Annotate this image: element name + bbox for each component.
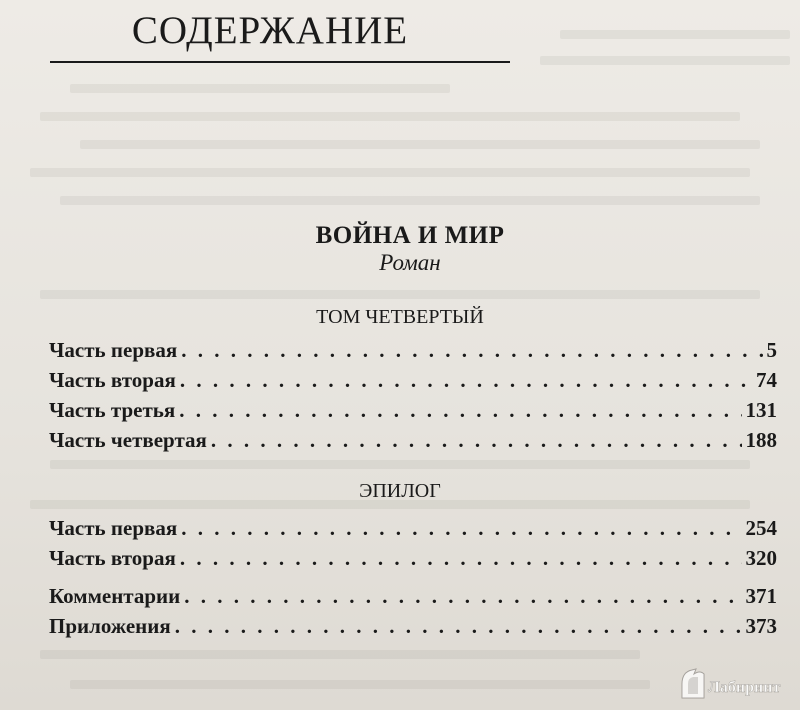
toc-entry-label: Приложения — [49, 614, 171, 638]
toc-entry-page: 188 — [745, 428, 777, 452]
toc-entry-page: 131 — [745, 398, 777, 422]
work-subtitle: Роман — [379, 250, 441, 275]
toc-entry-page: 254 — [745, 516, 777, 540]
toc-entry-page: 373 — [745, 614, 777, 638]
toc-entry[interactable] — [49, 584, 777, 610]
toc-entry-page: 74 — [756, 368, 777, 392]
toc-entry[interactable] — [49, 368, 777, 394]
volume-heading: ТОМ ЧЕТВЕРТЫЙ — [316, 306, 484, 328]
labyrinth-logo-icon — [676, 664, 796, 704]
dot-leader — [181, 516, 741, 541]
toc-entry[interactable] — [49, 398, 777, 424]
toc-entry[interactable] — [49, 614, 777, 640]
title-underline — [50, 61, 510, 63]
dot-leader — [175, 614, 742, 639]
toc-entry[interactable] — [49, 338, 777, 364]
toc-entry-label: Часть третья — [49, 398, 176, 422]
toc-entry-label: Комментарии — [49, 584, 181, 608]
dot-leader — [180, 368, 752, 393]
toc-entry-label: Часть первая — [49, 338, 178, 362]
epilogue-heading: ЭПИЛОГ — [359, 480, 441, 502]
dot-leader — [180, 546, 742, 571]
toc-entry-page: 5 — [766, 338, 777, 362]
toc-entry-page: 371 — [745, 584, 777, 608]
dot-leader — [181, 338, 762, 363]
dot-leader — [211, 428, 742, 453]
work-title: ВОЙНА И МИР — [315, 222, 505, 249]
toc-entry[interactable] — [49, 428, 777, 454]
toc-entry[interactable] — [49, 546, 777, 572]
toc-entry-label: Часть вторая — [49, 546, 176, 570]
toc-entry[interactable] — [49, 516, 777, 542]
watermark-text: Лабиринт — [708, 679, 781, 696]
toc-entry-label: Часть четвертая — [49, 428, 207, 452]
toc-entry-page: 320 — [745, 546, 777, 570]
toc-entry-label: Часть первая — [49, 516, 178, 540]
toc-entry-label: Часть вторая — [49, 368, 176, 392]
labyrinth-watermark — [676, 664, 798, 704]
dot-leader — [184, 584, 741, 609]
dot-leader — [179, 398, 741, 423]
page-title: СОДЕРЖАНИЕ — [131, 9, 409, 52]
